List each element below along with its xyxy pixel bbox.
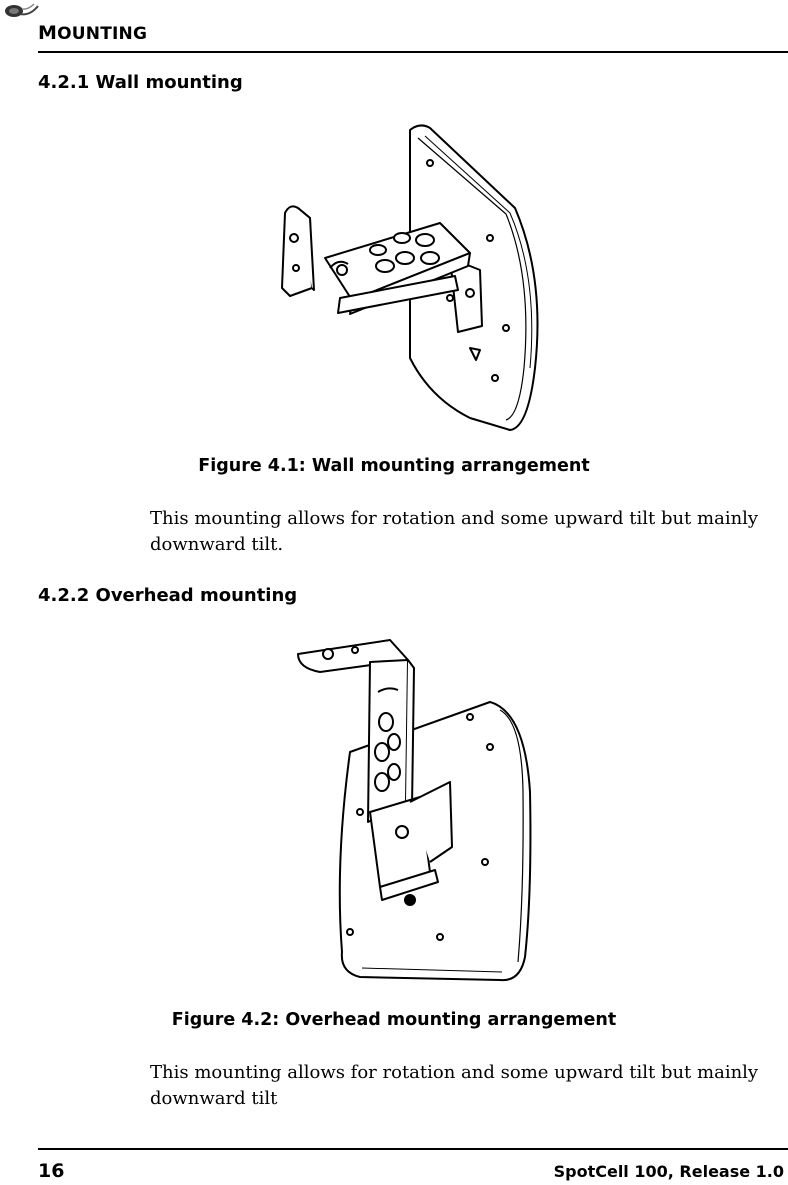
section-heading-overhead: 4.2.2 Overhead mounting: [38, 585, 298, 606]
running-header: [38, 22, 147, 44]
section-heading-wall: 4.2.1 Wall mounting: [38, 72, 243, 93]
figure-caption-4-1: Figure 4.1: Wall mounting arrangement: [198, 456, 590, 476]
brand-logo-icon: [0, 0, 40, 22]
header-initial: M: [38, 22, 58, 44]
wall-mount-illustration: [270, 118, 560, 438]
figure-caption-4-2: Figure 4.2: Overhead mounting arrangement: [171, 1010, 617, 1030]
body-paragraph-wall: This mounting allows for rotation and some upward tilt but mainly downward tilt.: [150, 508, 759, 555]
header-rule: [38, 51, 788, 53]
page-number: 16: [38, 1160, 65, 1182]
body-paragraph-overhead: This mounting allows for rotation and some upward tilt but mainly downward tilt: [150, 1062, 759, 1109]
overhead-mount-illustration: [290, 632, 540, 992]
footer-product-release: SpotCell 100, Release 1.0: [553, 1162, 784, 1181]
header-rest: OUNTING: [57, 24, 148, 44]
footer-rule: [38, 1148, 788, 1150]
